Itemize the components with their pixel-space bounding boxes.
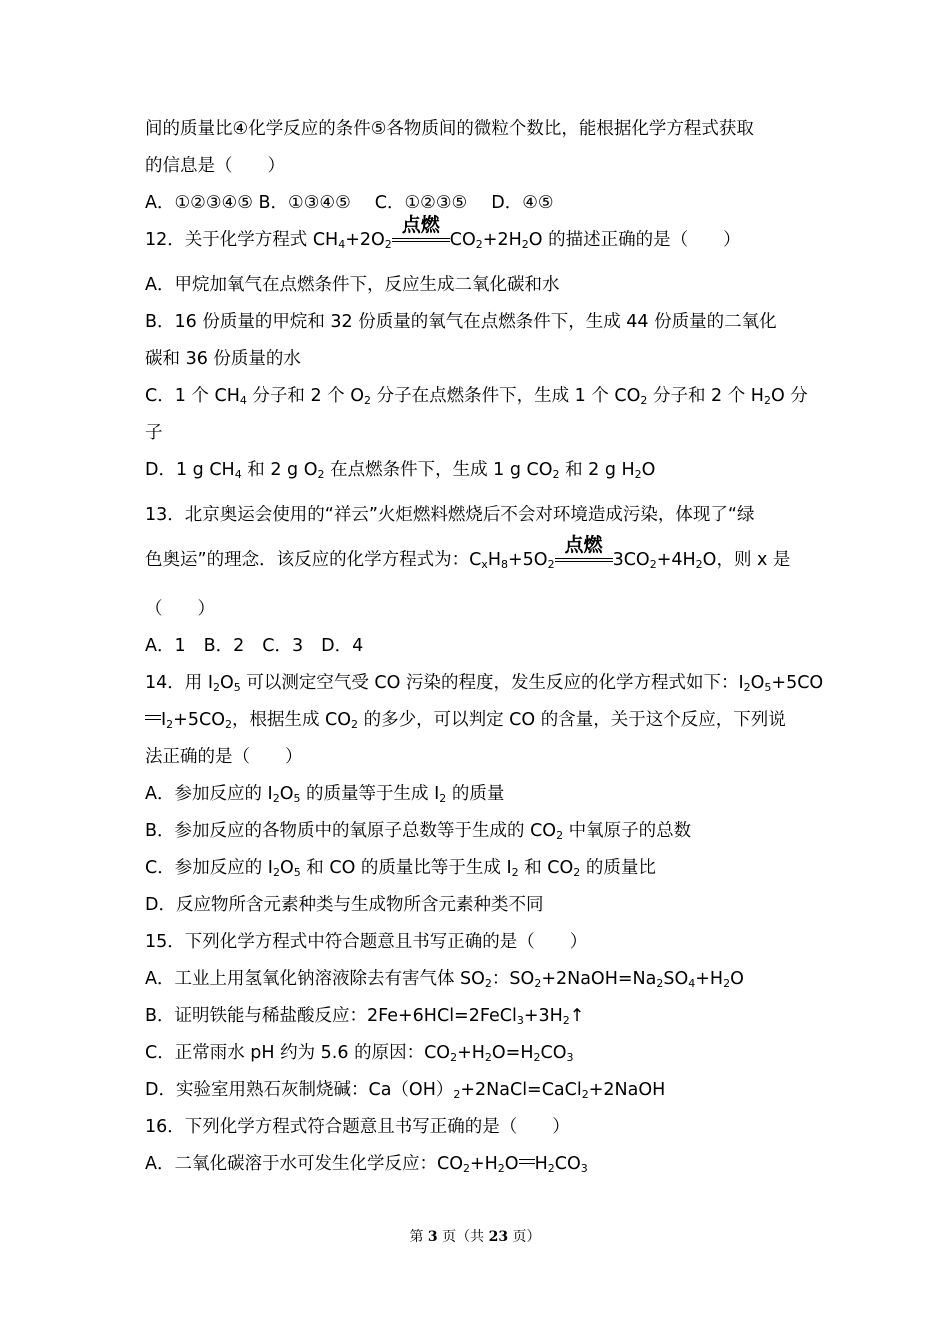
q14-option-c: C．参加反应的 $I_2O_5$ 和 CO 的质量比等于生成 $I_2$ 和 $CO_2$ 的质量比 <box>145 858 656 879</box>
q14-stem-line3: 法正确的是（ ） <box>145 747 303 767</box>
q12-option-a: A．甲烷加氧气在点燃条件下，反应生成二氧化碳和水 <box>145 275 560 295</box>
page-footer: 第 3 页（共 23 页） <box>409 1229 541 1245</box>
exam-page <box>145 116 824 1188</box>
q13-option-a: A．1 <box>145 636 186 656</box>
q13-option-d: D．4 <box>321 636 364 656</box>
question-16 <box>145 1114 810 1177</box>
q11-option-b: B．①③④⑤ <box>258 193 351 213</box>
q15-option-d: D．实验室用熟石灰制烧碱：$Ca(OH)_2+2NaCl=CaCl_2+2NaOH$ <box>145 1080 666 1101</box>
q11-stem-line2: 的信息是（ ） <box>145 156 285 176</box>
equals-sign <box>145 715 161 720</box>
reaction-condition-label: 点燃 <box>564 534 603 556</box>
q13-option-c: C．3 <box>262 636 304 656</box>
q13-options <box>145 633 810 659</box>
q15-stem: 15．下列化学方程式中符合题意且书写正确的是（ ） <box>145 932 588 952</box>
total-page-number: 23 <box>488 1229 509 1245</box>
q13-stem-line1: 13．北京奥运会使用的“祥云”火炬燃料燃烧后不会对环境造成污染，体现了“绿 <box>145 505 755 525</box>
q14-option-b: B．参加反应的各物质中的氧原子总数等于生成的 $CO_2$ 中氧原子的总数 <box>145 821 692 842</box>
q11-option-d: D．④⑤ <box>491 193 554 213</box>
q12-option-c-line2: 子 <box>145 423 163 443</box>
q12-option-b-line1: B．16 份质量的甲烷和 32 份质量的氧气在点燃条件下，生成 44 份质量的二氧化 <box>145 312 777 332</box>
double-equals-sign <box>392 238 450 242</box>
q15-option-a: A．工业上用氢氧化钠溶液除去有害气体 $SO_2$：$SO_2+2NaOH=Na_2SO_4+H_2O$ <box>145 969 744 990</box>
q13-stem-line3: （ ） <box>145 599 215 619</box>
gas-arrow-icon: ↑ <box>569 1006 585 1026</box>
current-page-number: 3 <box>427 1229 438 1245</box>
q14-stem-line2: $I_2+5CO_2$，根据生成 $CO_2$ 的多少，可以判定 CO 的含量，关于这个反应，下列说 <box>145 707 810 733</box>
q14-option-d: D．反应物所含元素种类与生成物所含元素种类不同 <box>145 895 544 915</box>
q16-option-a: A．二氧化碳溶于水可发生化学反应：$CO_2+H_2O$ $H_2CO_3$ <box>145 1154 588 1175</box>
question-14 <box>145 670 824 918</box>
reaction-condition-arrow <box>392 214 450 247</box>
q14-stem-line1: 14．用 $I_2O_5$ 可以测定空气受 CO 污染的程度，发生反应的化学方程式如下：$I_2O_5+5CO$ <box>145 673 824 694</box>
double-equals-sign <box>555 558 613 562</box>
q13-option-b: B．2 <box>203 636 245 656</box>
equals-sign <box>519 1159 535 1164</box>
question-13 <box>145 502 810 659</box>
q12-option-b-line2: 碳和 36 份质量的水 <box>145 349 301 369</box>
q15-option-c: C．正常雨水 pH 约为 5.6 的原因：$CO_2+H_2O=H_2CO_3$ <box>145 1043 574 1064</box>
reaction-condition-arrow <box>555 534 613 567</box>
q16-stem: 16．下列化学方程式符合题意且书写正确的是（ ） <box>145 1117 570 1137</box>
q13-stem-line2: 色奥运”的理念．该反应的化学方程式为：$C_xH_8+5O_2$ 点燃 $3CO_2+4H_2O$，则 x 是 <box>145 534 791 571</box>
q11-option-a: A．①②③④⑤ <box>145 193 253 213</box>
question-11 <box>145 116 810 216</box>
q12-option-d: D．1 g $CH_4$ 和 2 g $O_2$ 在点燃条件下，生成 1 g $CO_2$ 和 2 g $H_2O$ <box>145 460 656 481</box>
q11-stem-line1: 间的质量比④化学反应的条件⑤各物质间的微粒个数比，能根据化学方程式获取 <box>145 119 754 139</box>
q11-option-c: C．①②③⑤ <box>374 193 468 213</box>
reaction-condition-label: 点燃 <box>401 214 440 236</box>
q11-options <box>145 190 810 216</box>
q15-option-b: B．证明铁能与稀盐酸反应：$2Fe+6HCl=2FeCl_3+3H_2↑$ <box>145 1006 585 1027</box>
question-15 <box>145 929 810 1103</box>
q12-stem: 12．关于化学方程式 $CH_4+2O_2$ 点燃 $CO_2+2H_2O$ 的描述正确的是（ ） <box>145 214 741 251</box>
q12-option-c-line1: C．1 个 $CH_4$ 分子和 2 个 $O_2$ 分子在点燃条件下，生成 1 个 $CO_2$ 分子和 2 个 $H_2O$ 分 <box>145 386 808 407</box>
question-12 <box>145 214 810 483</box>
q14-option-a: A．参加反应的 $I_2O_5$ 的质量等于生成 $I_2$ 的质量 <box>145 784 505 805</box>
